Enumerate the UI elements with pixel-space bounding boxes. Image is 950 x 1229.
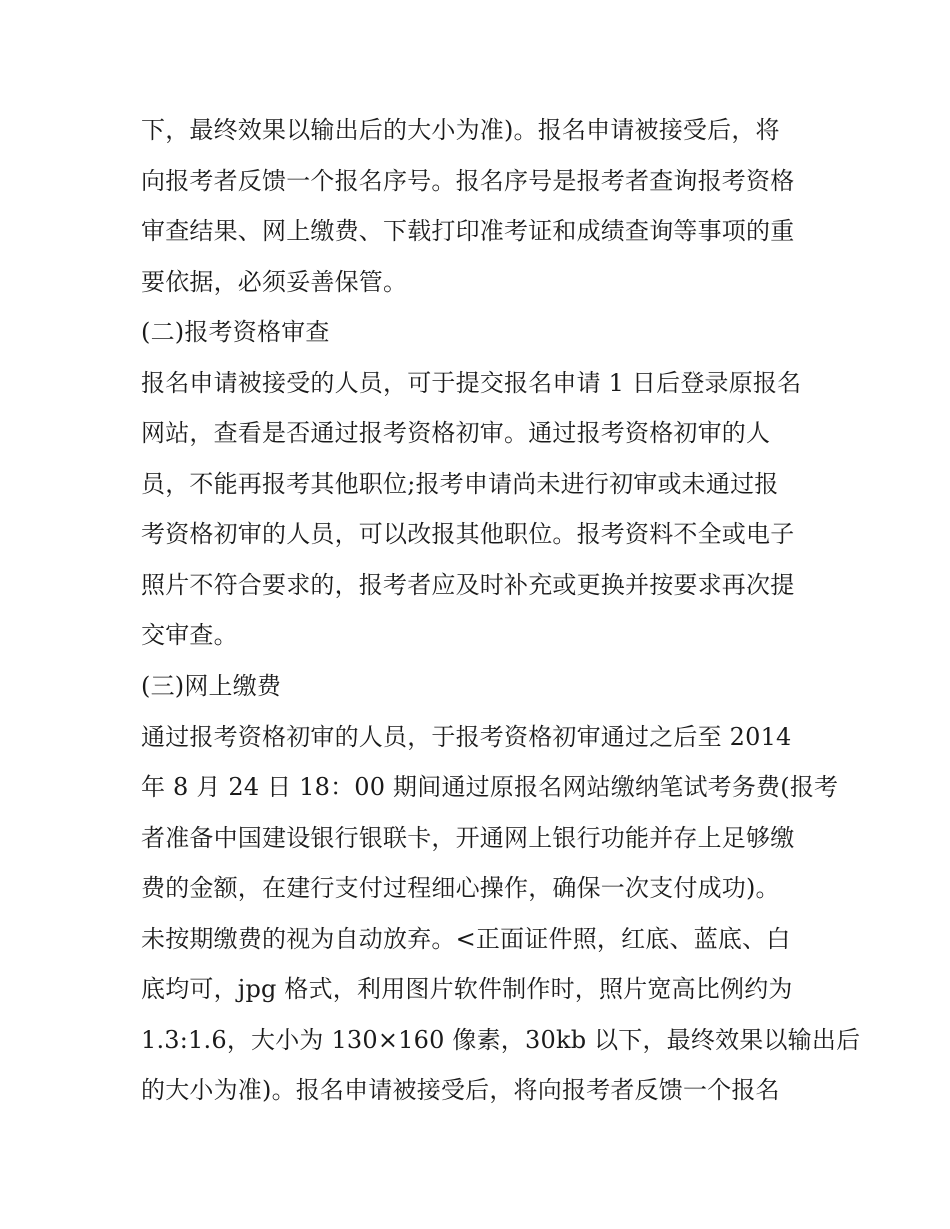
text-line: 审查结果、网上缴费、下载打印准考证和成绩查询等事项的重 xyxy=(141,217,795,245)
text-line: 交审查。 xyxy=(141,621,238,649)
text-line: 费的金额，在建行支付过程细心操作，确保一次支付成功)。 xyxy=(141,874,780,902)
text-line: 未按期缴费的视为自动放弃。<正面证件照，红底、蓝底、白 xyxy=(141,925,791,953)
text-line: 底均可，jpg 格式，利用图片软件制作时，照片宽高比例约为 xyxy=(141,975,793,1003)
text-line: 年 8 月 24 日 18：00 期间通过原报名网站缴纳笔试考务费(报考 xyxy=(141,773,839,801)
section-heading: (三)网上缴费 xyxy=(141,672,282,700)
text-line: 照片不符合要求的，报考者应及时补充或更换并按要求再次提 xyxy=(141,571,795,599)
text-line: 员，不能再报考其他职位;报考申请尚未进行初审或未通过报 xyxy=(141,470,779,498)
text-line: 网站，查看是否通过报考资格初审。通过报考资格初审的人 xyxy=(141,419,771,447)
text-line: 的大小为准)。报名申请被接受后，将向报考者反馈一个报名 xyxy=(141,1076,780,1104)
text-line: 下，最终效果以输出后的大小为准)。报名申请被接受后，将 xyxy=(141,116,780,144)
section-heading: (二)报考资格审查 xyxy=(141,318,330,346)
text-line: 报名申请被接受的人员，可于提交报名申请 1 日后登录原报名 xyxy=(141,369,802,397)
text-line: 要依据，必须妥善保管。 xyxy=(141,268,408,296)
text-line: 向报考者反馈一个报名序号。报名序号是报考者查询报考资格 xyxy=(141,167,795,195)
text-line: 考资格初审的人员，可以改报其他职位。报考资料不全或电子 xyxy=(141,520,795,548)
text-line: 1.3:1.6，大小为 130×160 像素，30kb 以下，最终效果以输出后 xyxy=(141,1026,861,1054)
text-line: 通过报考资格初审的人员，于报考资格初审通过之后至 2014 xyxy=(141,723,792,751)
text-line: 者准备中国建设银行银联卡，开通网上银行功能并存上足够缴 xyxy=(141,824,795,852)
